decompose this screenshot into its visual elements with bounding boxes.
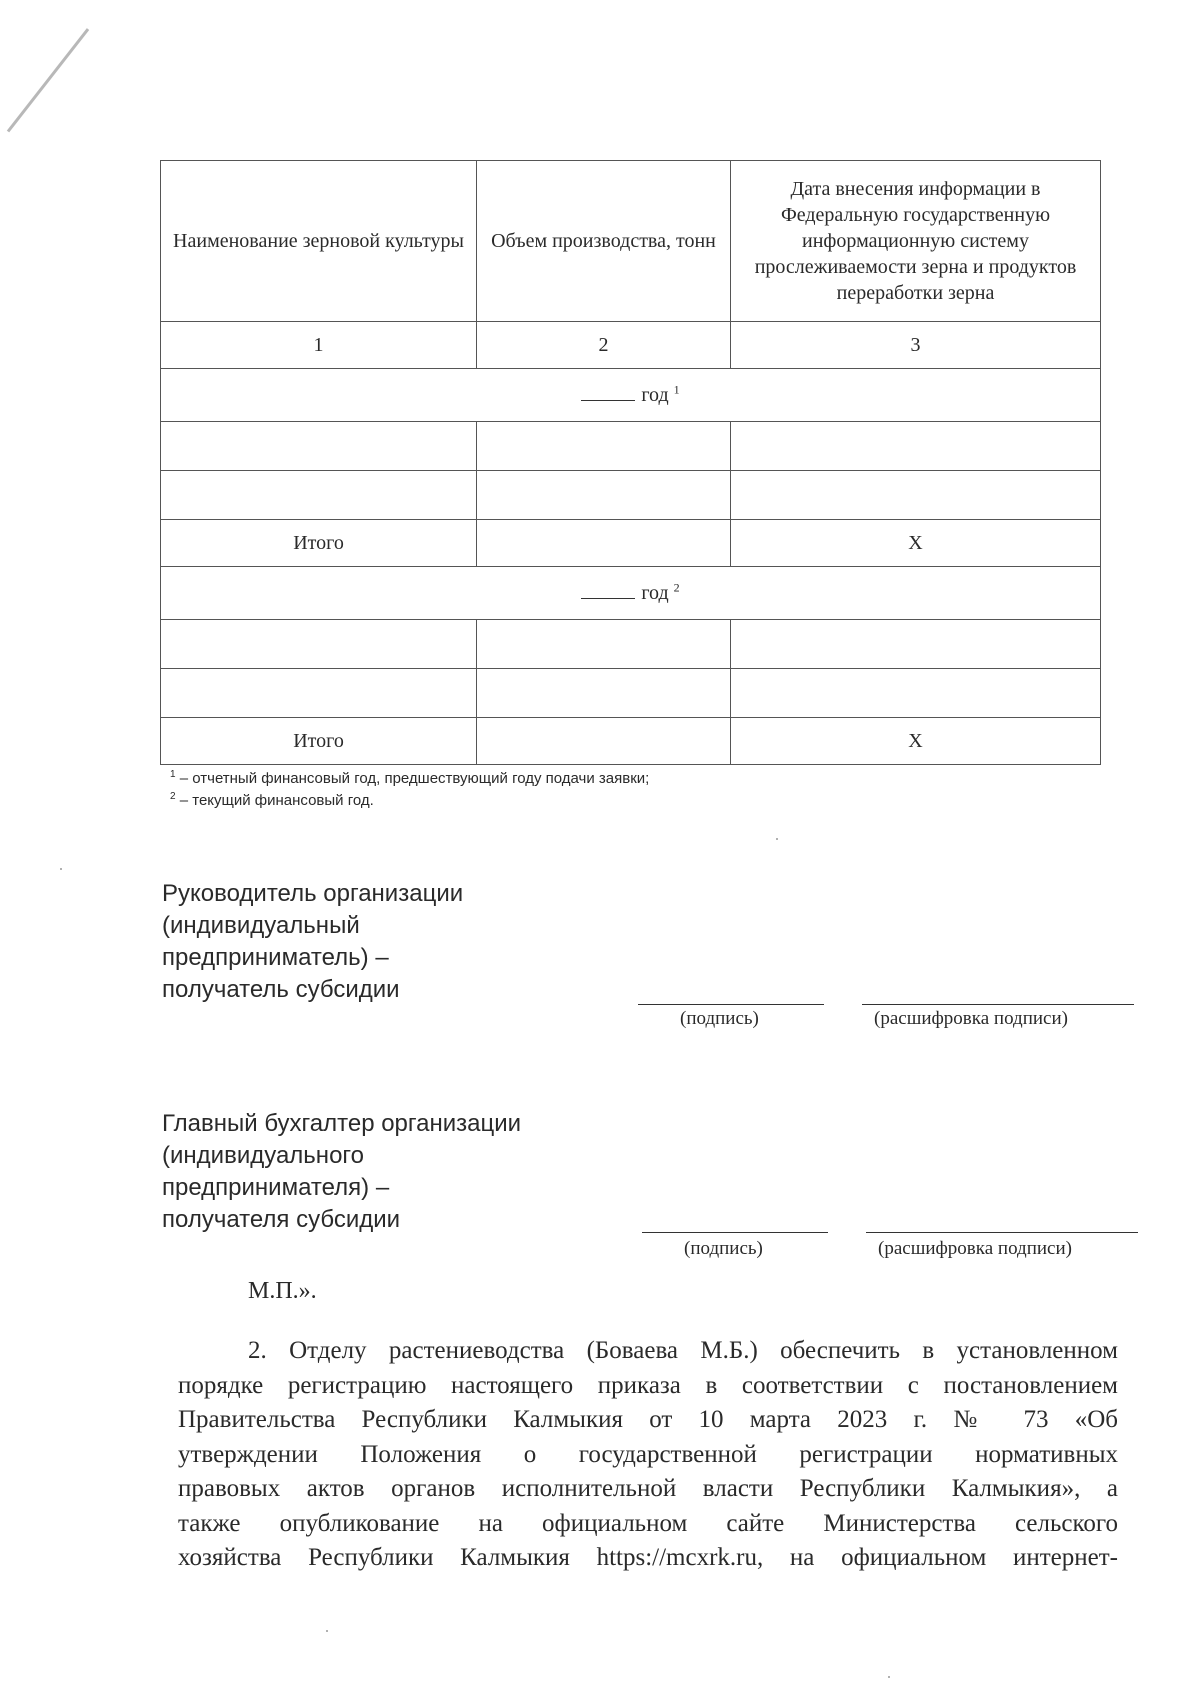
scan-dust	[888, 1676, 890, 1678]
signature-caption: (подпись)	[684, 1238, 763, 1259]
scan-artifact-line	[7, 28, 89, 132]
table-header-row	[161, 161, 1101, 322]
column-number: 2	[477, 322, 731, 369]
footnote-2: $^2$ – текущий финансовый год.	[170, 791, 374, 809]
table-cell	[731, 471, 1101, 520]
table-cell	[161, 471, 477, 520]
signature-caption: (подпись)	[680, 1008, 759, 1029]
year-label: год	[641, 384, 669, 406]
total-x-mark: Х	[731, 718, 1101, 765]
scan-dust	[326, 1630, 328, 1632]
signature-decode-caption: (расшифровка подписи)	[874, 1008, 1068, 1029]
grain-production-table	[160, 160, 1101, 765]
paragraph-line: утверждении Положения о государственной регистрации нормативных	[178, 1440, 1118, 1468]
scan-dust	[60, 868, 62, 870]
year-label: год	[641, 582, 669, 604]
total-label: Итого	[161, 520, 477, 567]
scan-dust	[776, 838, 778, 840]
table-cell	[731, 422, 1101, 471]
total-row-1	[161, 520, 1101, 567]
signature-decode-line	[866, 1232, 1138, 1233]
total-x-mark: Х	[731, 520, 1101, 567]
stamp-place-label: М.П.».	[248, 1278, 317, 1304]
paragraph-line: 2. Отделу растениеводства (Боваева М.Б.) обеспечить в установленном	[248, 1337, 1118, 1364]
year-cell	[161, 567, 1101, 620]
table-cell	[477, 422, 731, 471]
year-cell	[161, 369, 1101, 422]
table-row	[161, 471, 1101, 520]
column-number-row	[161, 322, 1101, 369]
table-cell	[731, 620, 1101, 669]
footnotes	[170, 768, 649, 812]
table-cell	[161, 620, 477, 669]
table-cell	[477, 718, 731, 765]
table-cell	[477, 520, 731, 567]
header-crop-name: Наименование зерновой культуры	[161, 161, 477, 322]
header-production-volume: Объем производства, тонн	[477, 161, 731, 322]
signature-decode-line	[862, 1004, 1134, 1005]
signature-decode-caption: (расшифровка подписи)	[878, 1238, 1072, 1259]
blank-line	[581, 382, 635, 401]
signature-line	[638, 1004, 824, 1005]
year-row-2	[161, 567, 1101, 620]
paragraph-line: порядке регистрацию настоящего приказа в соответствии с постановлением	[178, 1371, 1118, 1399]
table-row	[161, 620, 1101, 669]
column-number: 1	[161, 322, 477, 369]
footnote-1: $^1$ – отчетный финансовый год, предшествующий году подачи заявки;	[170, 769, 650, 787]
paragraph-line: правовых актов органов исполнительной власти Республики Калмыкия», а	[178, 1475, 1118, 1502]
table-cell	[477, 471, 731, 520]
table-row	[161, 422, 1101, 471]
table-cell	[731, 669, 1101, 718]
header-fgis-date: Дата внесения информации в Федеральную государственную информационную систему прослеживаемости зерна и продуктов переработки зерна	[731, 161, 1101, 322]
paragraph-line: также опубликование на официальном сайте Министерства сельского	[178, 1509, 1118, 1537]
footnote-mark: 2	[673, 580, 680, 595]
year-row-1	[161, 369, 1101, 422]
total-label: Итого	[161, 718, 477, 765]
table-cell	[477, 669, 731, 718]
table-row	[161, 669, 1101, 718]
signature-title-head: Руководитель организации (индивидуальный предприниматель) – получатель субсидии	[162, 880, 464, 1003]
table-cell	[477, 620, 731, 669]
signature-title-accountant: Главный бухгалтер организации (индивидуального предпринимателя) – получателя субсидии	[162, 1110, 522, 1233]
column-number: 3	[731, 322, 1101, 369]
total-row-2	[161, 718, 1101, 765]
footnote-mark: 1	[673, 382, 680, 397]
table-cell	[161, 422, 477, 471]
paragraph-line: хозяйства Республики Калмыкия https://mcxrk.ru, на официальном интернет-	[178, 1544, 1118, 1571]
signature-line	[642, 1232, 828, 1233]
blank-line	[581, 580, 635, 599]
order-paragraph-2	[178, 1334, 1118, 1576]
table-cell	[161, 669, 477, 718]
paragraph-line: Правительства Республики Калмыкия от 10 марта 2023 г. № 73 «Об	[178, 1406, 1118, 1433]
